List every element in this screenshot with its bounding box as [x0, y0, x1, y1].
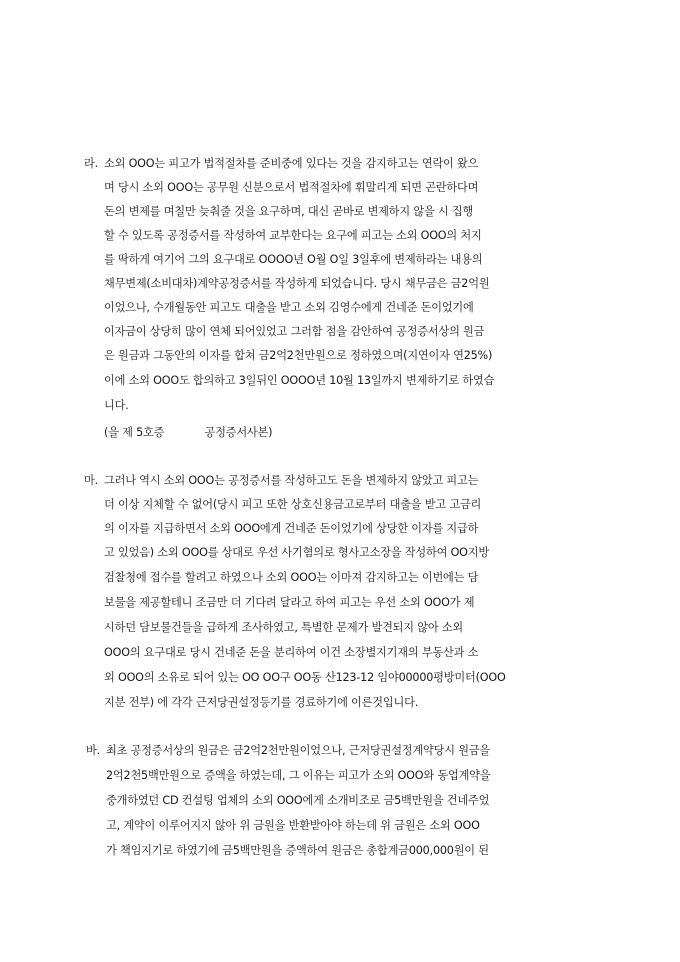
- paragraph-line: 외 OOO의 소유로 되어 있는 OO OO구 OO동 산123-12 임야00000평방미터(OOO: [104, 671, 506, 684]
- paragraph-line: 돈의 변제를 며칠만 늦춰줄 것을 요구하며, 대신 곧바로 변제하지 않을 시 집행: [104, 205, 474, 218]
- paragraph-line: 은 원금과 그동안의 이자를 합쳐 금2억2천만원으로 정하였으며(지연이자 연25%): [104, 349, 493, 362]
- paragraph-line: 이었으나, 수개월동안 피고도 대출을 받고 소외 김영수에게 건네준 돈이었기에: [104, 301, 474, 314]
- paragraph-line: 가 책임지기로 하였기에 금5백만원을 증액하여 원금은 총합계금000,000원이 된: [106, 844, 489, 857]
- paragraph-line: 더 이상 지체할 수 없어(당시 피고 또한 상호신용금고로부터 대출을 받고 고금리: [104, 498, 482, 511]
- paragraph-line: 소외 OOO는 피고가 법적절차를 준비중에 있다는 것을 감지하고는 연락이 왔으: [104, 157, 479, 170]
- section-marker-ra: 라.: [84, 157, 98, 170]
- paragraph-line: OOO의 요구대로 당시 건네준 돈을 분리하여 이건 소장별지기재의 부동산과 소: [104, 646, 479, 659]
- paragraph-line: 고, 계약이 이루어지지 않아 위 금원을 반환받아야 하는데 위 금원은 소외 OOO: [106, 819, 480, 832]
- section-marker-ba: 바.: [86, 744, 100, 757]
- section-marker-ma: 마.: [84, 474, 98, 487]
- paragraph-line: 할 수 있도록 공정증서를 작성하여 교부한다는 요구에 피고는 소외 OOO의 처지: [104, 229, 482, 242]
- paragraph-line: 채무변제(소비대차)계약공정증서를 작성하게 되었습니다. 당시 채무금은 금2억원: [104, 277, 490, 290]
- paragraph-line: 그러나 역시 소외 OOO는 공정증서를 작성하고도 돈을 변제하지 않았고 피고는: [104, 474, 479, 487]
- paragraph-line: 2억2천5백만원으로 증액을 하였는데, 그 이유는 피고가 소외 OOO와 동업계약을: [106, 769, 491, 782]
- paragraph-line: 시하던 담보물건들을 급하게 조사하였고, 특별한 문제가 발견되지 않아 소외: [104, 621, 464, 634]
- paragraph-line: 검찰청에 접수를 할려고 하였으나 소외 OOO는 이마져 감지하고는 이번에는 담: [104, 571, 479, 584]
- paragraph-line: 의 이자를 지급하면서 소외 OOO에게 건네준 돈이었기에 상당한 이자를 지급하: [104, 522, 479, 535]
- paragraph-line: 최초 공정증서상의 원금은 금2억2천만원이었으나, 근저당권설정계약당시 원금을: [106, 744, 491, 757]
- paragraph-line: 이에 소외 OOO도 합의하고 3일뒤인 OOOO년 10월 13일까지 변제하기로 하였습: [104, 374, 495, 387]
- paragraph-line: 이자금이 상당히 많이 연체 되어있었고 그러함 점을 감안하여 공정증서상의 원금: [104, 325, 485, 338]
- paragraph-line: 지분 전부) 에 각각 근저당권설정등기를 경료하기에 이른것입니다.: [104, 696, 419, 709]
- paragraph-line: 보물을 제공할테니 조금만 더 기다려 달라고 하여 피고는 우선 소외 OOO가 제: [104, 596, 475, 609]
- paragraph-line: 며 당시 소외 OOO는 공무원 신분으로서 법적절차에 휘말리게 되면 곤란하다며: [104, 181, 479, 194]
- paragraph-line: 니다.: [104, 399, 129, 412]
- paragraph-line: 를 딱하게 여기어 그의 요구대로 OOOO년 O월 O일 3일후에 변제하라는 내용의: [104, 253, 483, 266]
- evidence-reference: (을 제 5호증 공정증서사본): [104, 426, 273, 439]
- paragraph-line: 중개하였던 CD 컨설팅 업체의 소외 OOO에게 소개비조로 금5백만원을 건네주었: [106, 794, 490, 807]
- paragraph-line: 고 있었음) 소외 OOO를 상대로 우선 사기혐의로 형사고소장을 작성하여 OO지방: [104, 546, 490, 559]
